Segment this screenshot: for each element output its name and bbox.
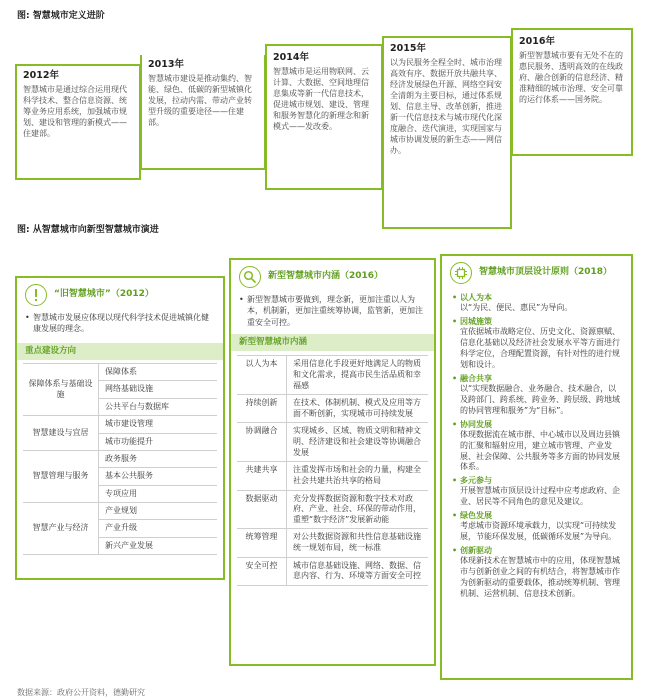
timeline-card-2015: [382, 39, 512, 229]
timeline-year: 2012年: [23, 70, 59, 81]
table-row: [237, 355, 428, 394]
table-row: [237, 461, 428, 489]
timeline-year: 2014年: [273, 52, 309, 63]
panel-header: [442, 256, 631, 292]
principle-desc: 体现新技术在智慧城市中的应用，体现智慧城市与创新创业之间的有机结合，将智慧城市作为创新驱动的重要载体，推动统筹机制、管理机制、运营机制、信息技术创新。: [460, 556, 620, 598]
construction-direction-table: [23, 363, 217, 555]
row-name: 安全可控: [237, 558, 287, 585]
group-name: 智慧产业与经济: [23, 503, 99, 554]
group-item: 新兴产业发展: [99, 537, 217, 554]
group-item: 产业规划: [105, 506, 137, 516]
principle-item: [442, 545, 631, 600]
principle-title: • 融合共享: [452, 373, 623, 384]
panel-header: [17, 278, 223, 312]
table-row: [237, 557, 428, 586]
principle-desc: 开展智慧城市顶层设计过程中应考虑政府、企业、居民等不同角色的意见及建议。: [460, 486, 620, 507]
search-icon: [239, 266, 261, 288]
panel-title: 新型智慧城市内涵（2016）: [268, 271, 384, 282]
table-row: [237, 422, 428, 461]
principle-title: • 因城施策: [452, 316, 623, 327]
principle-item: [442, 510, 631, 543]
principle-item: [442, 316, 631, 371]
row-desc: 实现城乡、区域、物质文明和精神文明、经济建设和社会建设等协调融合发展: [293, 426, 421, 457]
timeline-text: 以为民服务全程全时、城市治理高效有序、数据开放共融共享、经济发展绿色开源、网络空间安全清朗为主要目标，通过体系规划、信息主导、改革创新，推进新一代信息技术与城市现代化深度融合、迭代演进，实现国家与城市协调发展的新生态——网信办。: [390, 57, 502, 155]
table-row: [237, 490, 428, 529]
group-item: 网络基础设施: [99, 380, 217, 397]
section-header: 重点建设方向: [17, 343, 223, 360]
group-name: 保障体系与基础设施: [23, 364, 99, 415]
group-item: 产业升级: [99, 519, 217, 536]
connotation-table: [237, 355, 428, 586]
principle-desc: 宜依据城市战略定位、历史文化、资源禀赋、信息化基础以及经济社会发展水平等方面进行科学定位，合理配置资源，有针对性的进行规划和设计。: [460, 327, 620, 369]
table-group: [23, 450, 217, 502]
row-desc: 采用信息化手段更好地满足人的物质和文化需求，提高市民生活品质和幸福感: [293, 359, 421, 390]
timeline-text: 新型智慧城市要有无处不在的惠民服务、透明高效的在线政府、融合创新的信息经济、精准精细的城市治理、安全可靠的运行体系——国务院。: [519, 50, 623, 104]
row-name: 共建共享: [237, 462, 287, 489]
timeline-year: 2013年: [148, 59, 184, 70]
table-row: [237, 528, 428, 556]
row-name: 协调融合: [237, 423, 287, 461]
group-name: 智慧管理与服务: [23, 451, 99, 502]
timeline-text: 智慧城市建设是推动集约、智能、绿色、低碳的新型城镇化发展，拉动内需、带动产业转型升级的重要途径——住建部。: [148, 73, 252, 127]
principle-title: • 绿色发展: [452, 510, 623, 521]
principle-title: • 创新驱动: [452, 545, 623, 556]
row-desc: 充分发挥数据资源和数字技术对政府、产业、社会、环保的带动作用，重塑“数字经济”发展新动能: [293, 493, 421, 524]
panel-title: “旧智慧城市”（2012）: [54, 289, 154, 300]
row-name: 数据驱动: [237, 491, 287, 529]
group-item: 城市功能提升: [99, 433, 217, 450]
principle-item: [442, 292, 631, 314]
principle-item: [442, 419, 631, 474]
principle-item: [442, 475, 631, 508]
timeline-card-2013: [140, 55, 266, 170]
group-item: 城市建设管理: [105, 419, 153, 429]
row-desc: 城市信息基础设施、网络、数据、信息内容、行为、环境等方面安全可控: [293, 560, 421, 581]
group-item: 政务服务: [105, 453, 137, 463]
principle-desc: 以“为民、便民、惠民”为导向。: [460, 303, 573, 313]
source-note: 数据来源：政府公开资料，德勤研究: [17, 688, 145, 697]
chip-icon: [450, 262, 472, 284]
row-desc: 在技术、体制机制、模式及应用等方面不断创新，实现城市可持续发展: [293, 398, 421, 418]
group-item: 专项应用: [99, 485, 217, 502]
table-group: [23, 502, 217, 555]
principle-desc: 以“实现数据融合、业务融合、技术融合，以及跨部门、跨系统、跨业务、跨层级、跨地域的协同管理和服务”为“目标”。: [460, 383, 620, 415]
panel-header: [231, 260, 434, 294]
exclamation-icon: [25, 284, 47, 306]
table-group: [23, 415, 217, 450]
row-name: 以人为本: [237, 356, 287, 394]
timeline-card-2016: [511, 32, 633, 156]
new-smart-city-panel: [229, 258, 436, 666]
principle-desc: 考虑城市资源环境承载力，以实现“可持续发展，节能环保发展，低碳循环发展”为导向。: [460, 521, 617, 542]
group-item: 保障体系: [105, 366, 137, 376]
table-group: [23, 363, 217, 415]
group-name: 智慧建设与宜居: [23, 416, 99, 450]
panel-title: 智慧城市顶层设计原则（2018）: [479, 267, 613, 278]
timeline-year: 2015年: [390, 43, 426, 54]
row-desc: 对公共数据资源和共性信息基础设施统一规划布局，统一标准: [293, 532, 421, 553]
principle-title: • 以人为本: [452, 292, 623, 303]
panel-bullet: • 智慧城市发展应体现以现代科学技术促进城镇化健康发展的理念。: [17, 312, 223, 335]
principle-title: • 多元参与: [452, 475, 623, 486]
figure-1-title: 图: 智慧城市定义进阶: [17, 11, 105, 21]
top-level-design-panel: [440, 254, 633, 680]
group-item: 基本公共服务: [99, 467, 217, 484]
timeline-card-2012: [15, 64, 141, 180]
old-smart-city-panel: [15, 276, 225, 580]
principle-item: [442, 373, 631, 417]
section-header: 新型智慧城市内涵: [231, 334, 434, 351]
table-row: [237, 394, 428, 422]
timeline-year: 2016年: [519, 36, 555, 47]
timeline-card-2014: [265, 48, 383, 190]
row-name: 统筹管理: [237, 529, 287, 556]
figure-2-title: 图: 从智慧城市向新型智慧城市演进: [17, 225, 159, 235]
row-desc: 注重发挥市场和社会的力量，构建全社会共建共治共享的格局: [293, 465, 421, 485]
panel-bullet: • 新型智慧城市要做到，理念新，更加注重以人为本，机制新，更加注重统筹协调，监管新，更加注重安全可控。: [231, 294, 434, 328]
timeline-text: 智慧城市是通过综合运用现代科学技术、整合信息资源、统筹业务应用系统，加强城市规划、建设和管理的新模式——住建部。: [23, 84, 127, 138]
row-name: 持续创新: [237, 395, 287, 422]
principle-title: • 协同发展: [452, 419, 623, 430]
group-item: 公共平台与数据库: [99, 398, 217, 415]
principle-desc: 体现数据流在城市群、中心城市以及周边县镇的汇聚和辐射应用，建立城市管理、产业发展、社会保障、公共服务等多方面的协同发展体系。: [460, 429, 620, 472]
timeline-text: 智慧城市是运用物联网、云计算、大数据、空间地理信息集成等新一代信息技术，促进城市规划、建设、管理和服务智慧化的新理念和新模式——发改委。: [273, 66, 369, 131]
